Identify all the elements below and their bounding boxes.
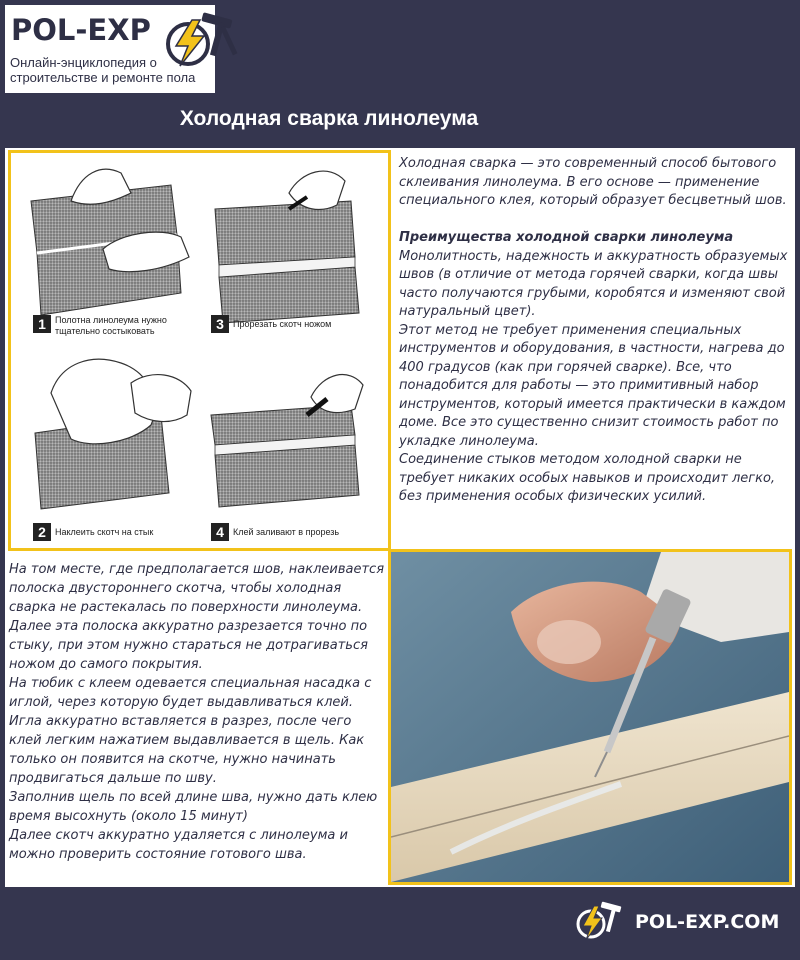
procedure-paragraph-2: Далее эта полоска аккуратно разрезается точно по стыку, при этом нужно стараться не дотрагиваться ножом до самого покрытия. bbox=[9, 619, 368, 672]
step-number-1: 1 bbox=[33, 315, 51, 333]
procedure-paragraph-5: Заполнив щель по всей длине шва, нужно дать клею время высохнуть (около 15 минут) bbox=[9, 790, 378, 824]
procedure-text bbox=[9, 560, 385, 864]
footer-logo-icon bbox=[575, 900, 625, 944]
glue-application-photo bbox=[388, 549, 792, 885]
step-label-1: Полотна линолеума нужно тщательно состыковать bbox=[55, 315, 167, 336]
advantage-paragraph-2: Этот метод не требует применения специальных инструментов и оборудования, в частности, нагрева до 400 градусов (как при горячей сварке). Все, что понадобится для работы — это примитивный набор инструментов, который имеется практически в каждом доме. Все это существенно снизит стоимость работ по укладке линолеума. bbox=[399, 322, 786, 449]
photo-illustration bbox=[391, 552, 789, 882]
step-number-3: 3 bbox=[211, 315, 229, 333]
advantage-paragraph-1: Монолитность, надежность и аккуратность образуемых швов (в отличие от метода горячей сварки, когда швы часто получаются грубыми, коробятся и изменяют свой натуральный цвет). bbox=[399, 248, 788, 319]
step-label-3: Прорезать скотч ножом bbox=[233, 319, 332, 329]
procedure-paragraph-3: На тюбик с клеем одевается специальная насадка с иглой, через которую будет выдавливаться клей. bbox=[9, 676, 372, 710]
hammer-wrench-lightning-icon bbox=[162, 10, 246, 68]
steps-illustration bbox=[11, 153, 388, 548]
intro-text bbox=[399, 155, 789, 507]
steps-diagram bbox=[8, 150, 391, 551]
step-number-4: 4 bbox=[211, 523, 229, 541]
step-label-2: Наклеить скотч на стык bbox=[55, 527, 154, 537]
footer-site-name: POL-EXP.COM bbox=[635, 911, 780, 933]
advantages-heading: Преимущества холодной сварки линолеума bbox=[399, 230, 734, 245]
step-label-4: Клей заливают в прорезь bbox=[233, 527, 340, 537]
page-title: Холодная сварка линолеума bbox=[179, 107, 479, 130]
brand-name: POL-EXP bbox=[11, 13, 151, 47]
brand-tagline: Онлайн-энциклопедия о строительстве и ремонте пола bbox=[10, 55, 196, 85]
procedure-paragraph-1: На том месте, где предполагается шов, наклеивается полоска двустороннего скотча, чтобы холодная сварка не растекалась по поверхности линолеума. bbox=[9, 562, 385, 615]
title-bar bbox=[5, 94, 653, 146]
step-number-2: 2 bbox=[33, 523, 51, 541]
intro-lead: Холодная сварка — это современный способ бытового склеивания линолеума. В его основе — применение специального клея, который образует бесцветный шов. bbox=[399, 156, 787, 208]
procedure-paragraph-4: Игла аккуратно вставляется в разрез, после чего клей легким нажатием выдавливается в щель. Как только он появится на скотче, нужно начинать продвигаться дальше по шву. bbox=[9, 714, 365, 786]
procedure-paragraph-6: Далее скотч аккуратно удаляется с линолеума и можно проверить состояние готового шва. bbox=[9, 828, 348, 862]
advantage-paragraph-3: Соединение стыков методом холодной сварки не требует никаких особых навыков и происходит легко, без применения особых физических усилий. bbox=[399, 452, 776, 504]
